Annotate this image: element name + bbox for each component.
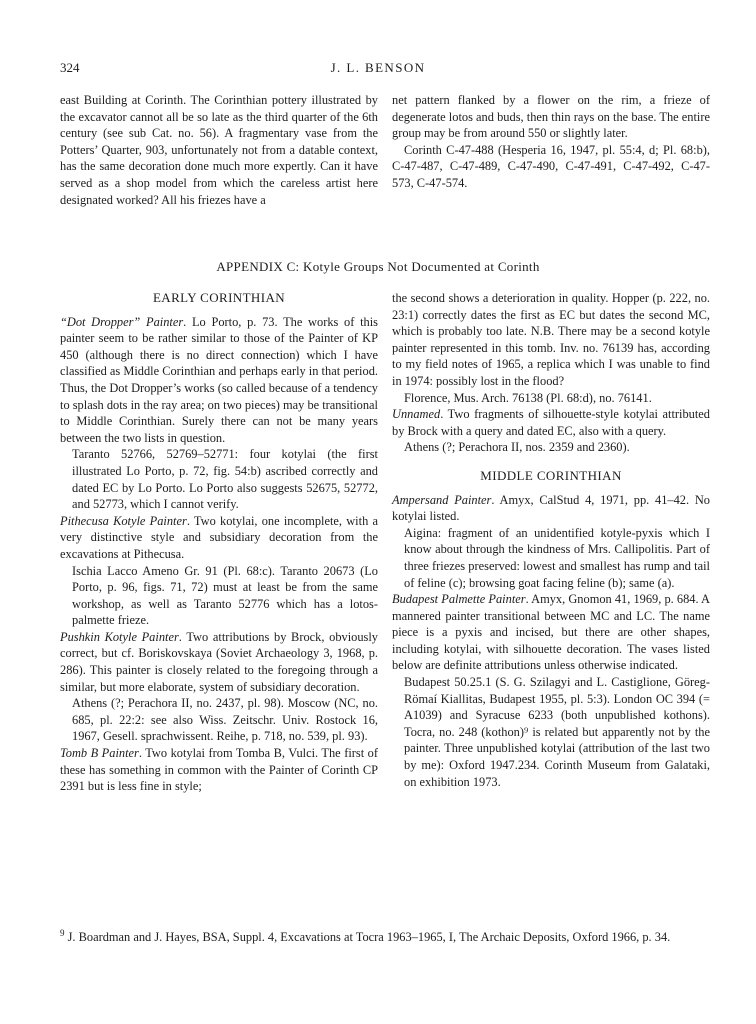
body-paragraph: east Building at Corinth. The Corinthian pottery illustrated by the excavator cannot all be so late as the third quarter of the 6th century (see sub Cat. no. 56). A fragmentary vase from the Potters’ Quarter, 903, unfortunately not from a datable context, has the same decoration done much more expertly. Can it have served as a shop model from which the careless artist here designated worked? All his friezes have a — [60, 93, 378, 207]
painter-entry-tomb-b — [60, 745, 378, 795]
section-heading-middle-corinthian: MIDDLE CORINTHIAN — [480, 467, 622, 483]
painter-entry-unnamed — [392, 406, 710, 439]
body-paragraph: net pattern flanked by a flower on the rim, a frieze of degenerate lotos and buds, then thin rays on the base. The entire group may be from around 550 or slightly later. — [392, 93, 710, 141]
painter-text: . Amyx, CalStud 4, 1971, pp. 41–42. No kotylai listed. — [392, 492, 710, 524]
citation-florence: Florence, Mus. Arch. 76138 (Pl. 68:d), no. 76141. — [404, 390, 652, 405]
footnote — [60, 925, 696, 946]
painter-name: Unnamed — [392, 407, 441, 422]
painter-name: Ampersand Painter — [392, 492, 492, 507]
painter-text: . Lo Porto, p. 73. The works of this painter seem to be rather similar to those of the Painter of KP 450 (although there is no direct connection) which I have classified as Middle Corinthian and perhaps early in that period. Thus, the Dot Dropper’s works (so called because of a tendency to splash dots in the ray area; on two pieces) may be transitional to Middle Corinthian. Surely there can not be many years between the two lists in question. — [60, 314, 378, 445]
citation-budapest: Budapest 50.25.1 (S. G. Szilagyi and L. Castiglione, Göreg-Römaí Kiallitas, Budapest 1955, pl. 5:3). London OC 394 (= A1039) and Syracuse 6233 (both unpublished kothons). Tocra, no. 248 (kothon)⁹ is related but apparently not by the painter. Three unpublished kotylai (attribution of the last two by me): Oxford 1947.234. Corinth Museum from Galataki, on exhibition 1973. — [404, 675, 710, 789]
painter-name: “Dot Dropper” Painter — [60, 314, 184, 329]
citation-taranto: Taranto 52766, 52769–52771: four kotylai (the first illustrated Lo Porto, p. 72, fig. 54:b) ascribed correctly and dated EC by Lo Porto. Lo Porto also suggests 52675, 52772, and 52773, which I cannot verify. — [72, 447, 378, 512]
appendix-title: APPENDIX C: Kotyle Groups Not Documented at Corinth — [216, 259, 540, 274]
painter-text: . Two kotylai, one incomplete, with a very distinctive style and subsidiary decoration from the excavations at Pithecusa. — [60, 513, 378, 561]
painter-name: Budapest Palmette Painter — [392, 592, 526, 607]
left-column — [60, 290, 378, 795]
painter-entry-dot-dropper — [60, 314, 378, 447]
citation-aigina: Aigina: fragment of an unidentified kotyle-pyxis which I know about through the kindness of Mrs. Callipolitis. Part of three friezes preserved: lowest and smallest has rump and tail of feline (c); browsing goat facing feline (b); same (a). — [404, 525, 710, 590]
citation-ischia: Ischia Lacco Ameno Gr. 91 (Pl. 68:c). Taranto 20673 (Lo Porto, p. 96, figs. 71, 72) must at least be from the same workshop, as well as Taranto 52776 which has a lotos-palmette frieze. — [72, 563, 378, 628]
painter-name: Tomb B Painter — [60, 746, 139, 761]
citation-athens-perachora: Athens (?; Perachora II, nos. 2359 and 2360). — [404, 440, 630, 455]
painter-name: Pushkin Kotyle Painter — [60, 629, 179, 644]
top-right-column — [392, 92, 710, 192]
painter-name: Pithecusa Kotyle Painter — [60, 513, 187, 528]
top-left-column — [60, 92, 378, 208]
painter-entry-pithecusa — [60, 513, 378, 563]
painter-text: . Two kotylai from Tomba B, Vulci. The first of these has something in common with the Painter of Corinth CP 2391 but is less fine in style; — [60, 746, 378, 794]
painter-text-continuation: the second shows a deterioration in quality. Hopper (p. 222, no. 23:1) correctly dates the first as EC but dates the second MC, which is probably too late. N.B. There may be a second kotyle painter represented in this tomb. Inv. no. 76139 has, according to my field notes of 1965, a replica which I was unable to find in 1974: possibly lost in the flood? — [392, 291, 710, 388]
painter-text: . Two attributions by Brock, obviously correct, but cf. Boriskovskaya (Soviet Archaeology 3, 1968, p. 286). This painter is closely related to the foregoing through a similar, but more elaborate, system of subsidiary decoration. — [60, 629, 378, 694]
painter-text: . Amyx, Gnomon 41, 1969, p. 684. A mannered painter transitional between MC and LC. The name piece is a pyxis and incised, but there are other shapes, including kotylai, with silhouette decoration. The vases listed below are definite attributions unless otherwise indicated. — [392, 592, 710, 673]
footnote-text: J. Boardman and J. Hayes, BSA, Suppl. 4, Excavations at Tocra 1963–1965, I, The Archaic Deposits, Oxford 1966, p. 34. — [67, 930, 671, 945]
painter-entry-budapest-palmette — [392, 591, 710, 674]
painter-text: . Two fragments of silhouette-style kotylai attributed by Brock with a query and dated EC, also with a query. — [392, 407, 710, 438]
right-column — [392, 290, 710, 790]
citation-athens-moscow: Athens (?; Perachora II, no. 2437, pl. 98). Moscow (NC, no. 685, pl. 22:2: see also Wiss. Zeitschr. Univ. Rostock 16, 1967, Gesell. sprachwissent. Reihe, p. 718, no. 539, pl. 93). — [72, 696, 378, 744]
footnote-marker: 9 — [60, 928, 65, 938]
page-number: 324 — [60, 60, 80, 75]
section-heading-early-corinthian: EARLY CORINTHIAN — [152, 290, 286, 305]
painter-entry-ampersand — [392, 492, 710, 525]
citation-corinth: Corinth C-47-488 (Hesperia 16, 1947, pl. 55:4, d; Pl. 68:b), C-47-487, C-47-489, C-47-490, C-47-491, C-47-492, C-47-573, C-47-574. — [392, 142, 710, 190]
running-head: J. L. BENSON — [330, 60, 426, 75]
painter-entry-pushkin — [60, 629, 378, 695]
